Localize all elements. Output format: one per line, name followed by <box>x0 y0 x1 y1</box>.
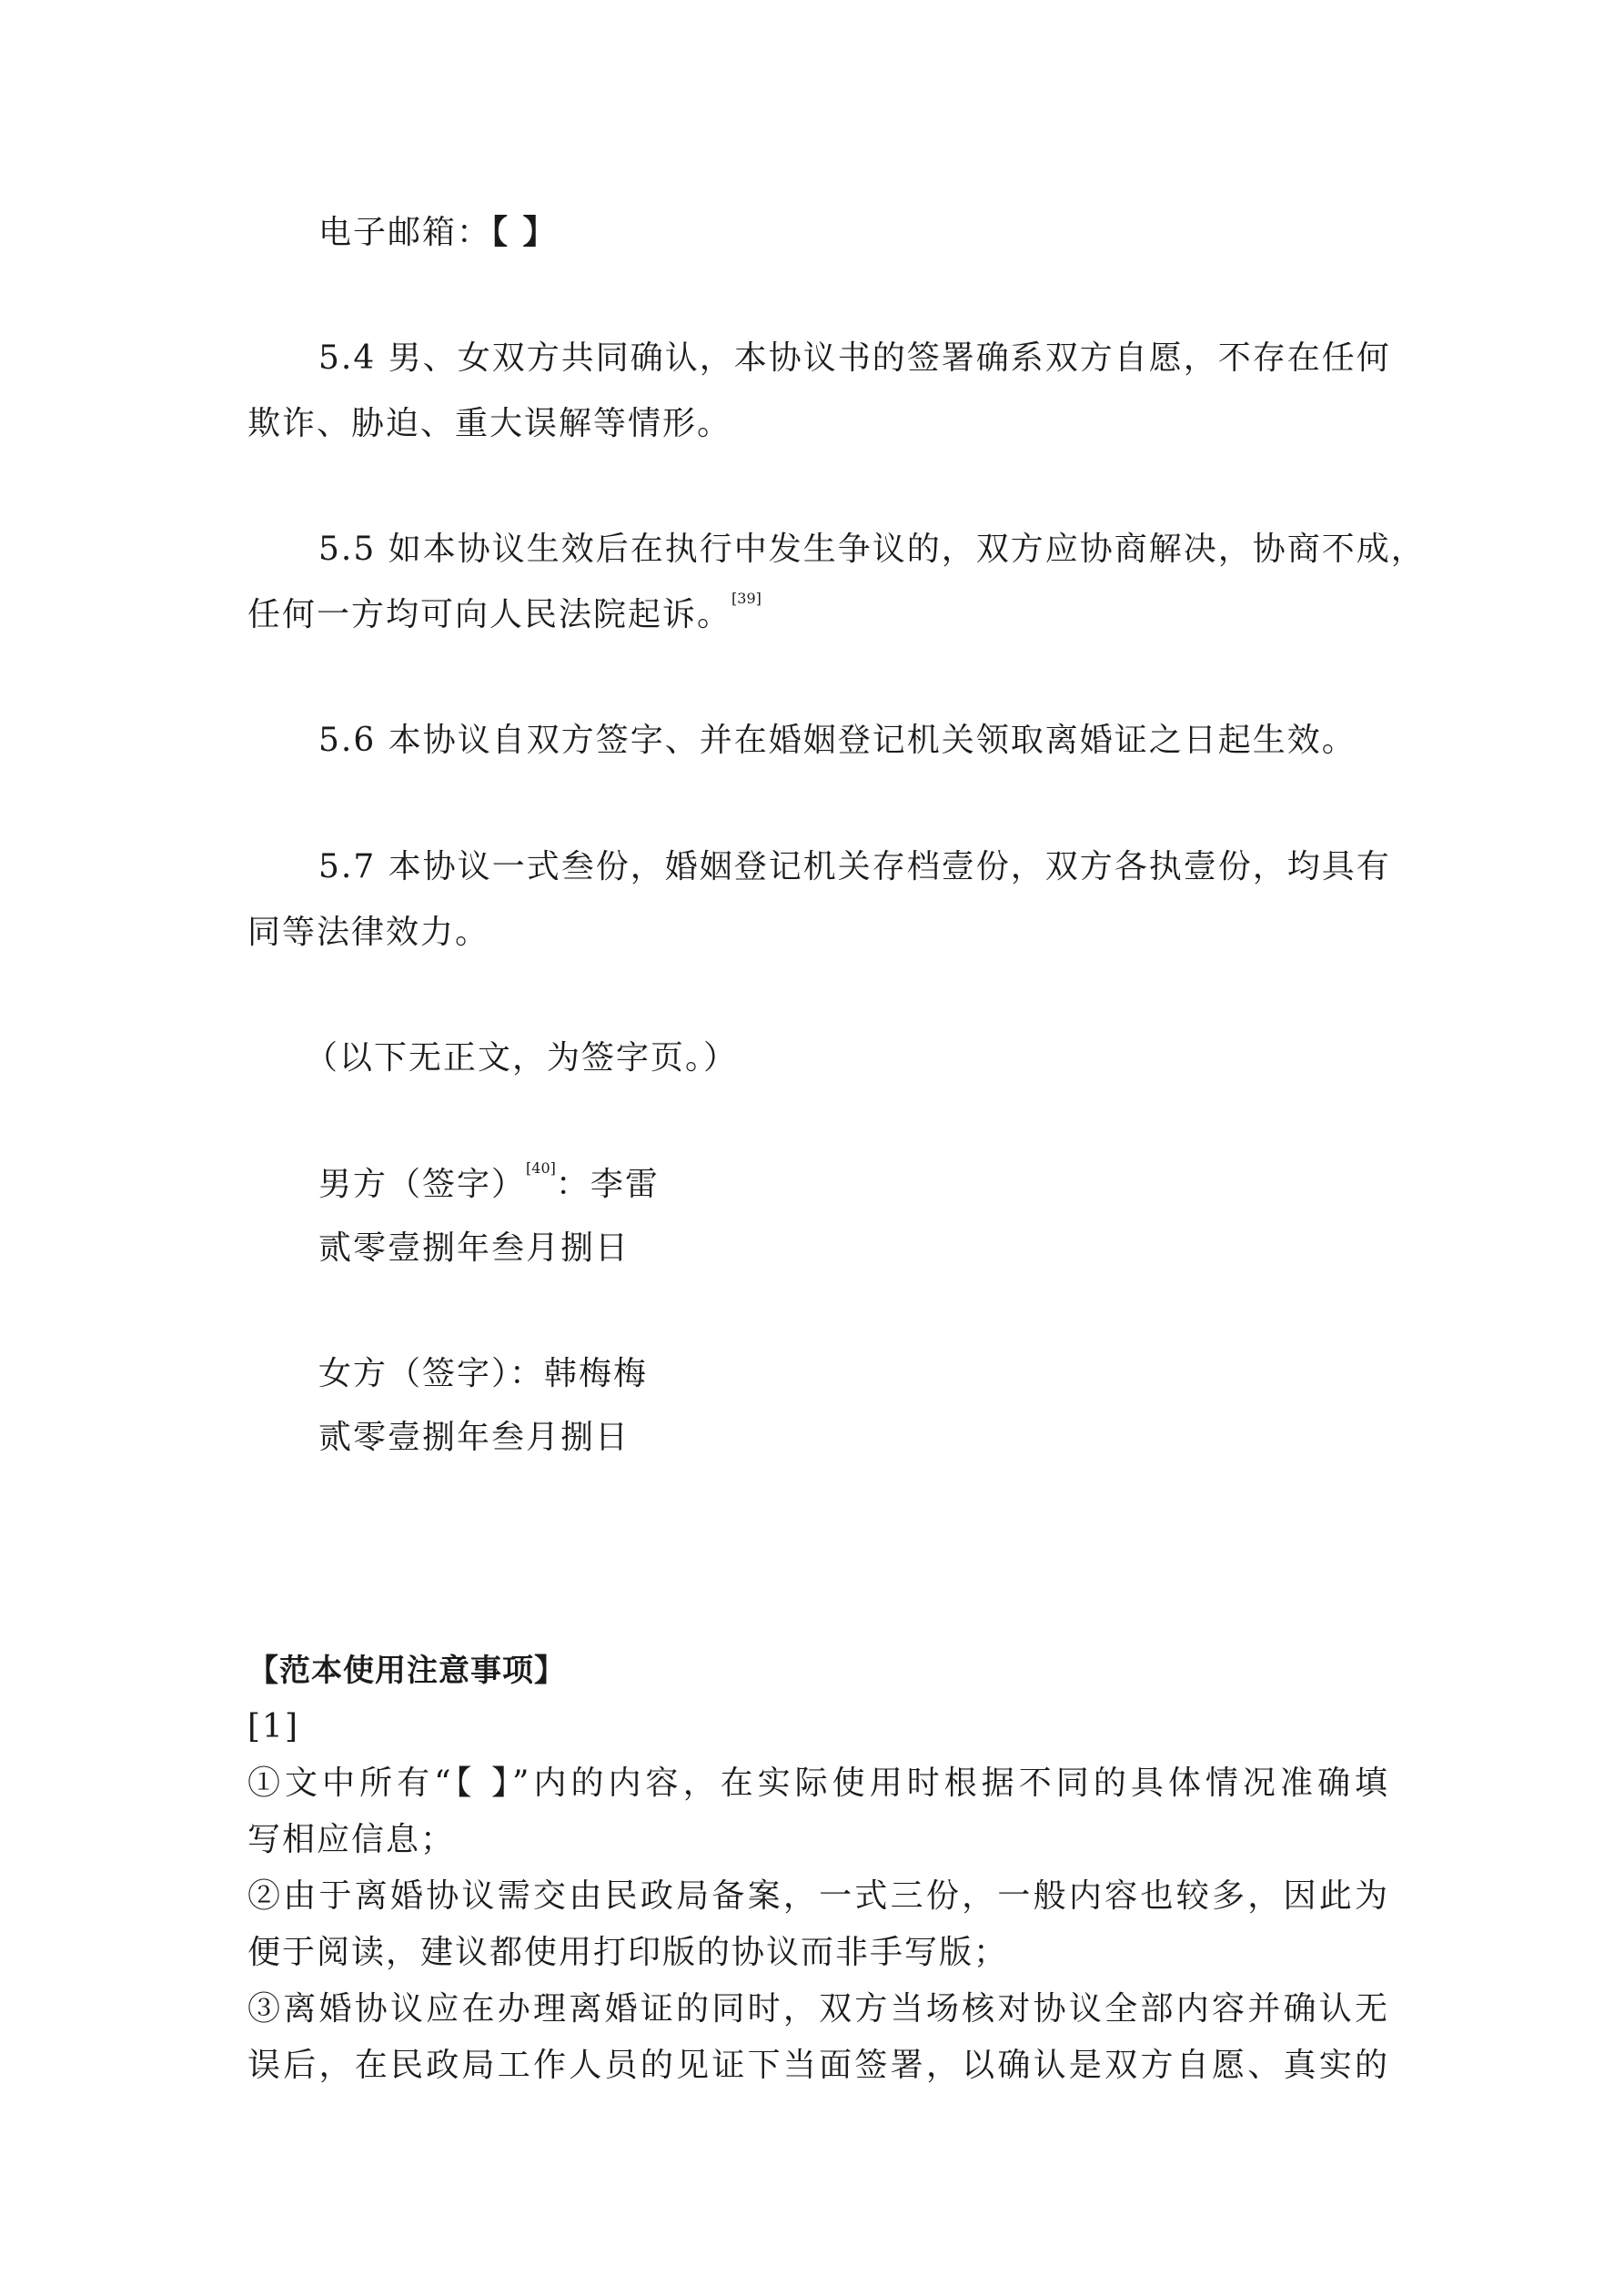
clause-5-6-line-1: 5.6 本协议自双方签字、并在婚姻登记机关领取离婚证之日起生效。 <box>318 722 1357 759</box>
notes-heading: 【范本使用注意事项】 <box>247 1653 566 1689</box>
end-of-text-note: （以下无正文，为签字页。） <box>305 1039 739 1077</box>
clause-5-4-line-1: 5.4 男、女双方共同确认，本协议书的签署确系双方自愿，不存在任何 <box>318 339 1391 377</box>
note-item-2-line-2: 便于阅读，建议都使用打印版的协议而非手写版； <box>247 1934 1009 1971</box>
male-signature-line <box>318 1159 660 1203</box>
notes-ref-1: [1] <box>247 1708 299 1745</box>
female-signature-line: 女方（签字）：韩梅梅 <box>318 1355 649 1392</box>
note-item-1-line-1: ①文中所有“【 】”内的内容，在实际使用时根据不同的具体情况准确填 <box>247 1765 1389 1802</box>
clause-5-5-text: 任何一方均可向人民法院起诉。 <box>247 596 732 633</box>
female-signature-date: 贰零壹捌年叁月捌日 <box>318 1419 630 1456</box>
male-signature-label: 男方（签字） <box>318 1166 527 1203</box>
note-item-3-line-2: 误后，在民政局工作人员的见证下当面签署，以确认是双方自愿、真实的 <box>247 2047 1389 2084</box>
email-value: 【 】 <box>491 214 558 251</box>
male-signature-date: 贰零壹捌年叁月捌日 <box>318 1229 630 1267</box>
footnote-ref-39[interactable]: [39] <box>731 590 762 607</box>
clause-5-7-line-2: 同等法律效力。 <box>247 914 490 951</box>
email-label: 电子邮箱： <box>318 214 492 251</box>
clause-5-7-line-1: 5.7 本协议一式叁份，婚姻登记机关存档壹份，双方各执壹份，均具有 <box>318 848 1391 885</box>
note-item-3-line-1: ③离婚协议应在办理离婚证的同时，双方当场核对协议全部内容并确认无 <box>247 1990 1389 2028</box>
clause-5-5-line-1: 5.5 如本协议生效后在执行中发生争议的，双方应协商解决，协商不成， <box>318 531 1426 568</box>
male-signature-name: ：李雷 <box>555 1166 660 1203</box>
note-item-1-line-2: 写相应信息； <box>247 1821 456 1858</box>
clause-5-4-line-2: 欺诈、胁迫、重大误解等情形。 <box>247 405 732 442</box>
clause-5-5-line-2 <box>247 590 762 633</box>
note-item-2-line-1: ②由于离婚协议需交由民政局备案，一式三份，一般内容也较多，因此为 <box>247 1877 1389 1915</box>
email-line <box>318 214 558 251</box>
footnote-ref-40[interactable]: [40] <box>526 1159 556 1177</box>
